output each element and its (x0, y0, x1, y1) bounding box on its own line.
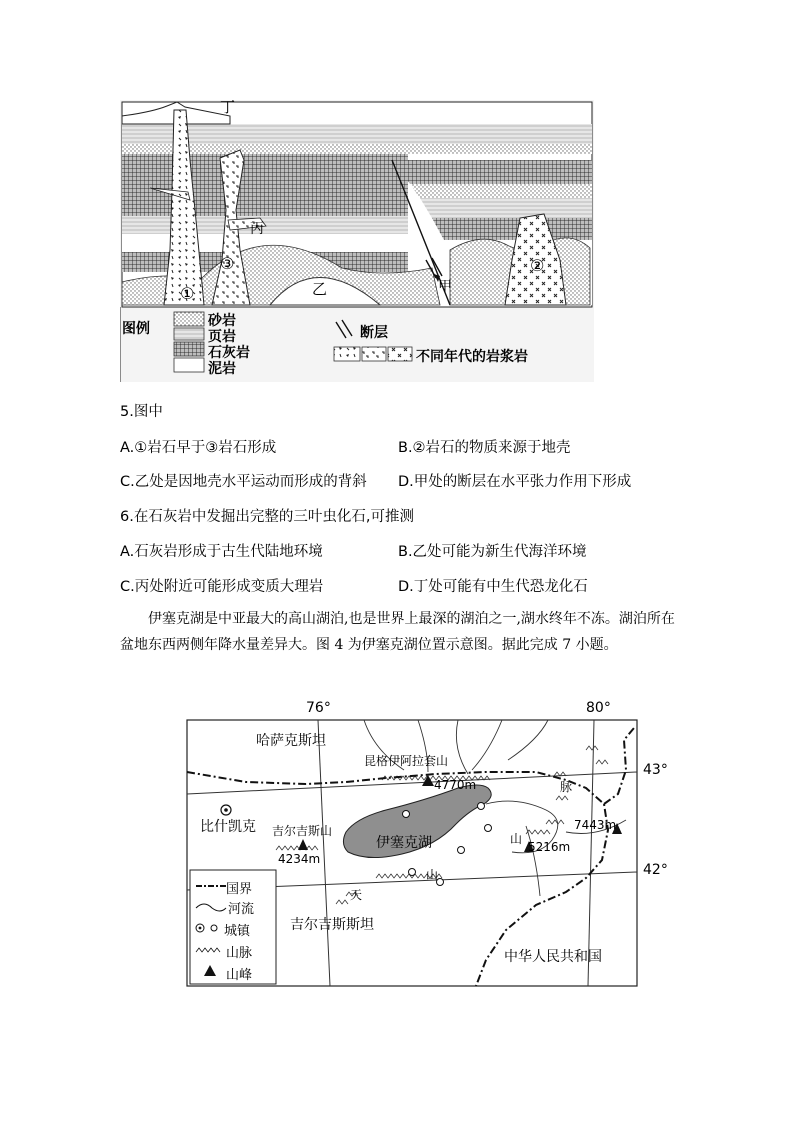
label-rock-1: ① (180, 284, 195, 303)
label-china: 中华人民共和国 (504, 949, 602, 965)
legend-magma: 不同年代的岩浆岩 (416, 349, 528, 365)
label-kazakhstan: 哈萨克斯坦 (256, 733, 326, 749)
label-yi: 乙 (312, 280, 328, 298)
label-shan-2: 山 (426, 868, 439, 882)
question-6-option-d: D.丁处可能有中生代恐龙化石 (398, 579, 588, 595)
label-lat-42: 42° (643, 862, 668, 878)
label-lake: 伊塞克湖 (376, 835, 432, 851)
legend-shale: 页岩 (208, 329, 236, 345)
legend-town: 城镇 (224, 924, 251, 939)
legend-limestone-swatch (174, 342, 204, 356)
question-6-option-b: B.乙处可能为新生代海洋环境 (398, 544, 587, 560)
issyk-kul-map (186, 700, 668, 990)
question-5-option-d: D.甲处的断层在水平张力作用下形成 (398, 474, 632, 490)
legend-title: 图例 (122, 321, 150, 337)
label-rock-3: ③ (220, 254, 235, 273)
label-kungey-height: 4770m (434, 778, 477, 792)
legend-range: 山脉 (226, 946, 253, 961)
label-bing: 丙 (250, 221, 264, 237)
label-kungey: 昆格伊阿拉套山 (364, 754, 449, 768)
label-tian: 天 (350, 888, 363, 902)
legend-shale-swatch (174, 328, 204, 340)
label-lat-43: 43° (643, 762, 668, 778)
question-6-stem: 6.在石灰岩中发掘出完整的三叶虫化石,可推测 (120, 509, 414, 525)
label-mai: 脉 (560, 780, 573, 794)
label-shan-1: 山 (510, 832, 523, 846)
legend-sandstone: 砂岩 (208, 313, 236, 329)
legend-mudstone-swatch (174, 358, 204, 372)
question-5-stem: 5.图中 (120, 404, 163, 420)
label-peak-5216: 5216m (528, 840, 571, 854)
label-lon-76: 76° (306, 700, 331, 716)
layer-shale-top (122, 124, 592, 144)
label-ding: 丁 (220, 98, 236, 116)
label-peak-7443: 7443m (574, 818, 617, 832)
passage-issyk-kul: 伊塞克湖是中亚最大的高山湖泊,也是世界上最深的湖泊之一,湖水终年不冻。湖泊所在盆地东西两侧年降水量差异大。图 4 为伊塞克湖位置示意图。据此完成 7 小题。 (120, 611, 675, 653)
legend-limestone: 石灰岩 (208, 345, 250, 361)
legend-sandstone-swatch (174, 312, 204, 326)
legend-fault: 断层 (360, 325, 388, 341)
question-6-option-a: A.石灰岩形成于古生代陆地环境 (120, 544, 323, 560)
label-kyrgyz-height: 4234m (278, 852, 321, 866)
question-6-option-c: C.丙处附近可能形成变质大理岩 (120, 579, 324, 595)
legend-border: 国界 (226, 882, 253, 897)
legend-mudstone: 泥岩 (208, 361, 236, 377)
layer-limestone (122, 154, 408, 216)
label-rock-2: ② (530, 256, 545, 275)
label-lon-80: 80° (586, 700, 611, 716)
question-5-option-c: C.乙处是因地壳水平运动而形成的背斜 (120, 474, 367, 490)
question-5-option-a: A.①岩石早于③岩石形成 (120, 440, 277, 456)
question-5-option-b: B.②岩石的物质来源于地壳 (398, 440, 571, 456)
label-bishkek: 比什凯克 (200, 819, 256, 835)
label-kyrgyzstan: 吉尔吉斯斯坦 (290, 917, 374, 933)
geology-cross-section (120, 100, 594, 382)
legend-river: 河流 (228, 902, 255, 917)
geology-figure (120, 100, 594, 382)
label-jia: 甲 (438, 279, 452, 295)
label-kyrgyz-range: 吉尔吉斯山 (272, 824, 333, 838)
legend-peak: 山峰 (226, 968, 253, 983)
